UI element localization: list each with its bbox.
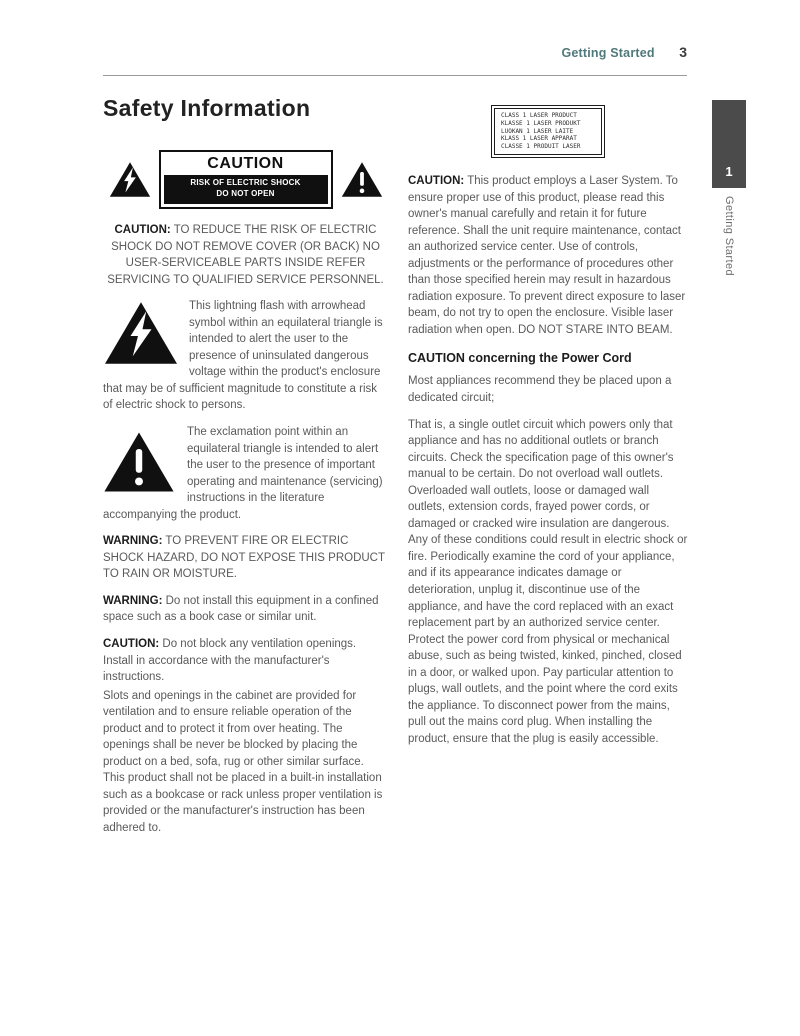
caution-reduce-paragraph xyxy=(103,222,388,288)
warning-confined-paragraph xyxy=(103,593,388,626)
right-column xyxy=(408,103,688,757)
caution-lead-2: CAUTION: xyxy=(103,638,160,651)
power-cord-heading: CAUTION concerning the Power Cord xyxy=(408,351,632,366)
ventilation-detail-paragraph: Slots and openings in the cabinet are provided for ventilation and to ensure reliable operation of the product and to protect it from over heating. The openings shall be never be blocked by placing the product on a bed, sofa, rug or other similar surface. This product shall not be placed in a built-in installation such as a bookcase or rack unless proper ventilation is provided or the manufacturer's instruction has been adhered to. xyxy=(103,689,383,835)
laser-class-label xyxy=(491,105,605,158)
exclamation-explanation-block xyxy=(103,424,388,523)
laser-label-line: CLASS 1 LASER PRODUCT xyxy=(501,112,577,119)
laser-label-line: LUOKAN 1 LASER LAITE xyxy=(501,127,574,135)
laser-label-line: KLASS 1 LASER APPARAT xyxy=(501,135,577,143)
caution-laser-text: This product employs a Laser System. To ensure proper use of this product, please read this owner's manual carefully and retain it for future reference. Shall the unit require maintenance, contact an authorized service center. Use of controls, adjustments or the performance of procedures other than those specified herein may result in hazardous radiation exposure. To prevent direct exposure to laser beam, do not try to open the enclosure. Visible laser radiation when open. DO NOT STARE INTO BEAM. xyxy=(408,174,686,336)
lightning-explanation-block xyxy=(103,298,388,414)
left-column xyxy=(103,148,388,847)
risk-line-1: RISK OF ELECTRIC SHOCK xyxy=(190,178,301,188)
warning-confined-text: Do not install this equipment in a confined space such as a book case or similar unit. xyxy=(103,594,379,624)
power-cord-paragraph-1: Most appliances recommend they be placed upon a dedicated circuit; xyxy=(408,375,672,404)
caution-reduce-text: TO REDUCE THE RISK OF ELECTRIC SHOCK DO NOT REMOVE COVER (OR BACK) NO USER-SERVICEABLE PARTS INSIDE REFER SERVICING TO QUALIFIED SERVICE PERSONNEL. xyxy=(107,223,384,286)
running-header xyxy=(103,44,687,76)
chapter-number: 1 xyxy=(725,164,733,179)
caution-box-title: CAUTION xyxy=(207,155,284,172)
caution-box xyxy=(159,150,333,209)
lightning-paragraph: This lightning flash with arrowhead symbol within an equilateral triangle is intended to alert the user to the presence of uninsulated dangerous voltage within the product's enclosure that may be of sufficient magnitude to constitute a risk of electric shock to persons. xyxy=(103,300,383,412)
caution-lead-3: CAUTION: xyxy=(408,174,465,187)
caution-box-bar xyxy=(164,175,328,204)
chapter-tab xyxy=(712,100,746,188)
header-section-title: Getting Started xyxy=(561,46,655,60)
warning-fire-paragraph xyxy=(103,533,388,583)
caution-ventilation-paragraph xyxy=(103,636,388,686)
page-title: Safety Information xyxy=(103,95,311,121)
lightning-triangle-icon-large xyxy=(103,300,179,366)
chapter-label-wrap xyxy=(712,196,746,326)
lightning-triangle-icon xyxy=(109,161,151,198)
exclamation-triangle-icon-large xyxy=(103,426,175,498)
caution-laser-paragraph xyxy=(408,173,688,338)
laser-label-line: CLASSE 1 PRODUIT LASER xyxy=(501,143,581,151)
caution-lead: CAUTION: xyxy=(114,223,171,236)
risk-line-2: DO NOT OPEN xyxy=(216,189,275,199)
exclamation-triangle-icon xyxy=(341,161,383,198)
warning-lead: WARNING: xyxy=(103,535,163,548)
warning-fire-text: TO PREVENT FIRE OR ELECTRIC SHOCK HAZARD, DO NOT EXPOSE THIS PRODUCT TO RAIN OR MOISTURE. xyxy=(103,535,385,581)
exclamation-paragraph: The exclamation point within an equilateral triangle is intended to alert the user to the presence of important operating and maintenance (servicing) instructions in the literature accompanying the product. xyxy=(103,426,383,521)
caution-label-assembly xyxy=(103,150,388,209)
page-number: 3 xyxy=(679,44,687,60)
warning-lead-2: WARNING: xyxy=(103,594,163,607)
caution-ventilation-text: Do not block any ventilation openings. Install in accordance with the manufacturer's instructions. xyxy=(103,638,357,684)
laser-label-line: KLASSE 1 LASER PRODUKT xyxy=(501,119,581,127)
chapter-label-vertical: Getting Started xyxy=(723,196,735,276)
laser-class-label-inner xyxy=(494,108,602,155)
power-cord-paragraph-2: That is, a single outlet circuit which powers only that appliance and has no additional outlets or branch circuits. Check the specification page of this owner's manual to be certain. Do not overload wall outlets. Overloaded wall outlets, loose or damaged wall outlets, extension cords, frayed power cords, or damaged or cracked wire insulation are dangerous. Any of these conditions could result in electric shock or fire. Periodically examine the cord of your appliance, and if its appearance indicates damage or deterioration, unplug it, discontinue use of the appliance, and have the cord replaced with an exact replacement part by an authorized service center. Protect the power cord from physical or mechanical abuse, such as being twisted, kinked, pinched, closed in a door, or walked upon. Pay particular attention to plugs, wall outlets, and the point where the cord exits the appliance. To disconnect power from the mains, pull out the mains cord plug. When installing the product, ensure that the plug is easily accessible. xyxy=(408,418,688,745)
